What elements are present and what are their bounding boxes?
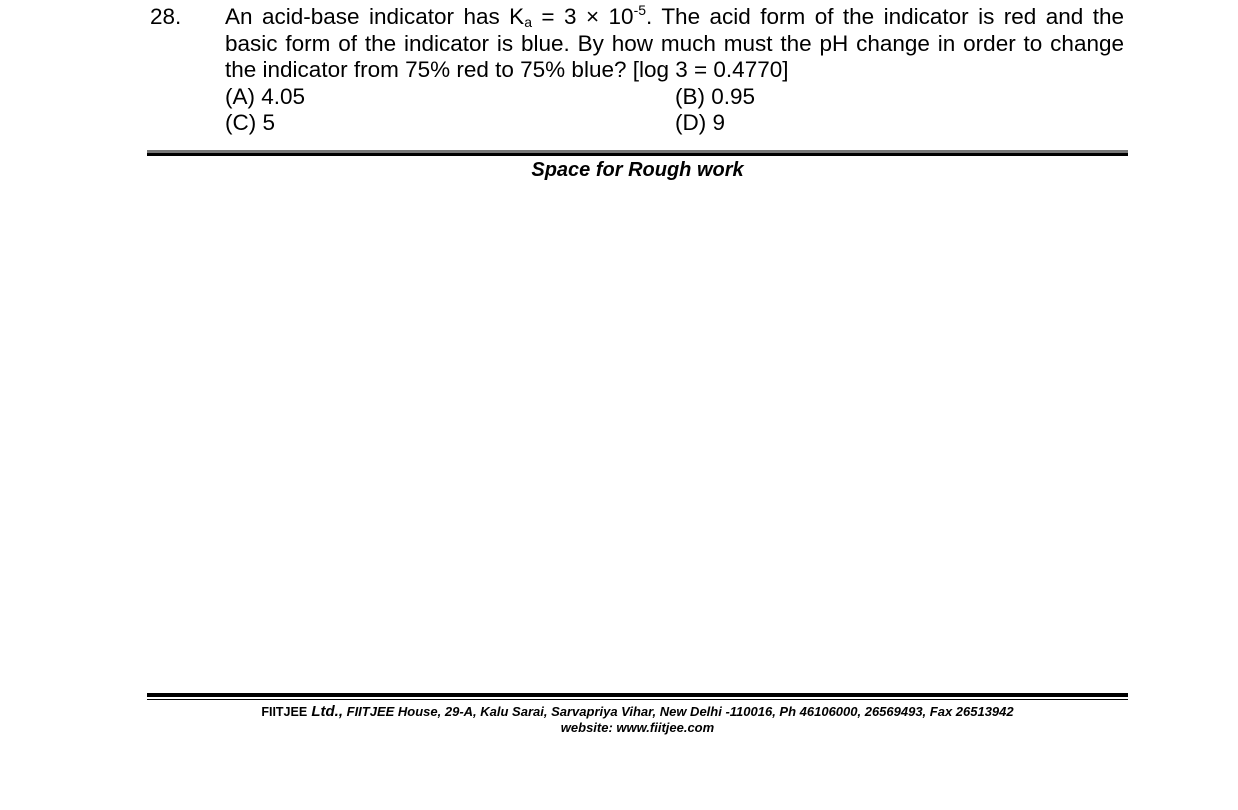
footer-address: FIITJEE House, 29-A, Kalu Sarai, Sarvapriya Vihar, New Delhi -110016, Ph 46106000, 26569493, Fax 26513942 [343,704,1014,719]
option-b: (B) 0.95 [675,83,756,109]
exponent-superscript: -5 [633,2,647,18]
footer-divider-thin [147,699,1128,700]
ka-subscript: a [524,14,532,30]
top-divider [147,153,1128,156]
rough-work-title: Space for Rough work [531,159,744,181]
footer-website: website: www.fiitjee.com [560,720,715,735]
option-a: (A) 4.05 [225,83,306,109]
question-text-part3: . The acid form of the indicator is red and the basic form of the indicator is blue. By how much must the pH change in order to change the indicator from 75% red to 75% blue? [log 3 = 0.4770] [225,4,1125,82]
footer-divider-thick [147,693,1128,697]
option-d: (D) 9 [675,110,725,135]
question-block [150,4,1126,137]
question-text-part1: An acid-base indicator has K [225,4,525,29]
footer-ltd: Ltd., [307,703,344,720]
footer [147,704,1128,736]
question-text-part2: = 3 × 10 [531,4,634,29]
question-number: 28. [150,4,182,29]
footer-brand: FIITJEE [261,705,308,719]
footer-address-line [147,704,1128,720]
option-c: (C) 5 [225,110,275,135]
question-text [225,4,1124,84]
answer-options [225,84,1126,137]
